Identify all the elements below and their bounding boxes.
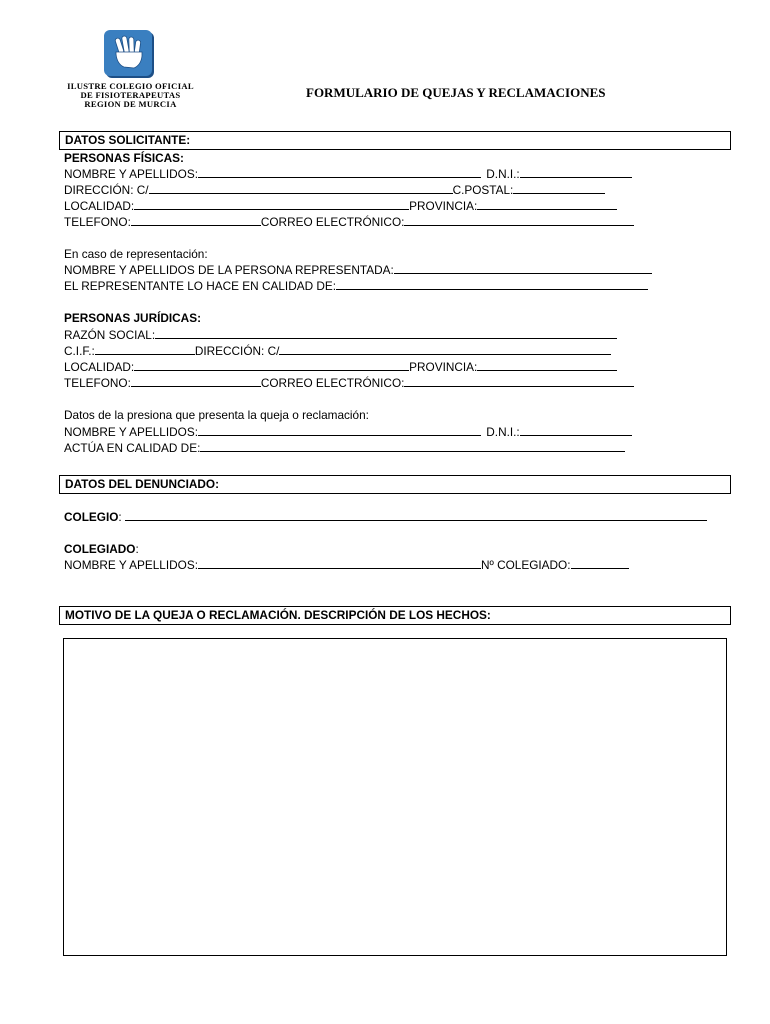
label-representada: NOMBRE Y APELLIDOS DE LA PERSONA REPRESENTADA: [64, 263, 394, 277]
representacion-text: En caso de representación: [64, 247, 208, 261]
field-row-actua [64, 440, 625, 456]
input-nombre-p[interactable] [198, 424, 481, 436]
org-name-line2: DE FISIOTERAPEUTAS [80, 90, 181, 100]
label-colegio-colon: : [118, 510, 122, 524]
input-num-colegiado[interactable] [571, 557, 629, 569]
label-direccion: DIRECCIÓN: C/ [64, 183, 149, 197]
label-actua: ACTÚA EN CALIDAD DE: [64, 441, 201, 455]
input-telefono-j[interactable] [131, 375, 261, 387]
label-dni: D.N.I.: [486, 167, 520, 181]
input-representada[interactable] [394, 262, 652, 274]
input-localidad-j[interactable] [134, 359, 409, 371]
section-title: DATOS DEL DENUNCIADO: [65, 477, 220, 491]
label-nombre: NOMBRE Y APELLIDOS: [64, 167, 198, 181]
label-direccion-j: DIRECCIÓN: C/ [194, 344, 280, 358]
input-provincia[interactable] [477, 198, 617, 210]
org-name-line3: REGION DE MURCIA [84, 99, 177, 109]
input-razon-social[interactable] [155, 327, 617, 339]
label-correo: CORREO ELECTRÓNICO: [260, 215, 405, 229]
label-colegio: COLEGIO [64, 510, 119, 524]
input-representante[interactable] [336, 278, 648, 290]
section-title: DATOS SOLICITANTE: [65, 133, 191, 147]
section-motivo [59, 606, 731, 625]
input-direccion[interactable] [149, 182, 453, 194]
label-num-colegiado: Nº COLEGIADO: [480, 558, 571, 572]
input-colegio[interactable] [125, 509, 707, 521]
input-correo-j[interactable] [404, 375, 634, 387]
label-telefono: TELEFONO: [64, 215, 131, 229]
org-name-line1: ILUSTRE COLEGIO OFICIAL [67, 81, 194, 91]
personas-juridicas-heading: PERSONAS JURÍDICAS: [64, 311, 201, 325]
label-representante: EL REPRESENTANTE LO HACE EN CALIDAD DE: [64, 279, 337, 293]
input-cpostal[interactable] [513, 182, 605, 194]
field-row-nombre-colegiado [64, 557, 629, 573]
field-row-direccion [64, 182, 605, 198]
label-localidad: LOCALIDAD: [64, 199, 135, 213]
section-title: MOTIVO DE LA QUEJA O RECLAMACIÓN. DESCRIPCIÓN DE LOS HECHOS: [65, 608, 491, 622]
input-actua[interactable] [200, 440, 625, 452]
field-row-telefono [64, 214, 634, 230]
label-cif: C.I.F.: [64, 344, 95, 358]
label-localidad-j: LOCALIDAD: [64, 360, 135, 374]
field-row-colegio [64, 509, 707, 525]
label-provincia-j: PROVINCIA: [409, 360, 478, 374]
input-nombre[interactable] [198, 166, 481, 178]
field-row-cif [64, 343, 611, 359]
input-cif[interactable] [95, 343, 195, 355]
description-textarea[interactable] [63, 638, 727, 956]
label-cpostal: C.POSTAL: [452, 183, 514, 197]
label-nombre-colegiado: NOMBRE Y APELLIDOS: [64, 558, 198, 572]
label-nombre-p: NOMBRE Y APELLIDOS: [64, 425, 198, 439]
section-datos-denunciado [59, 475, 731, 494]
field-row-razon-social [64, 327, 617, 343]
label-telefono-j: TELEFONO: [64, 376, 131, 390]
page-title: FORMULARIO DE QUEJAS Y RECLAMACIONES [306, 85, 606, 100]
field-row-representante [64, 278, 648, 294]
field-row-localidad [64, 198, 617, 214]
label-razon-social: RAZÓN SOCIAL: [64, 328, 156, 342]
datos-persona-text: Datos de la presiona que presenta la queja o reclamación: [64, 408, 369, 422]
label-provincia: PROVINCIA: [409, 199, 478, 213]
personas-fisicas-heading: PERSONAS FÍSICAS: [64, 151, 184, 165]
input-correo[interactable] [404, 214, 634, 226]
input-nombre-colegiado[interactable] [198, 557, 481, 569]
label-correo-j: CORREO ELECTRÓNICO: [260, 376, 405, 390]
input-localidad[interactable] [134, 198, 409, 210]
input-telefono[interactable] [131, 214, 261, 226]
input-provincia-j[interactable] [477, 359, 617, 371]
label-colegiado-colon: : [135, 542, 139, 556]
field-row-colegiado [64, 541, 139, 557]
field-row-localidad-j [64, 359, 617, 375]
field-row-representada [64, 262, 652, 278]
input-direccion-j[interactable] [279, 343, 611, 355]
label-colegiado: COLEGIADO [64, 542, 136, 556]
section-datos-solicitante [59, 131, 731, 150]
field-row-nombre-dni [64, 166, 632, 182]
field-row-telefono-j [64, 375, 634, 391]
hand-logo-icon [104, 30, 156, 80]
input-dni[interactable] [520, 166, 632, 178]
field-row-nombre-p [64, 424, 632, 440]
label-dni-p: D.N.I.: [486, 425, 520, 439]
input-dni-p[interactable] [520, 424, 632, 436]
